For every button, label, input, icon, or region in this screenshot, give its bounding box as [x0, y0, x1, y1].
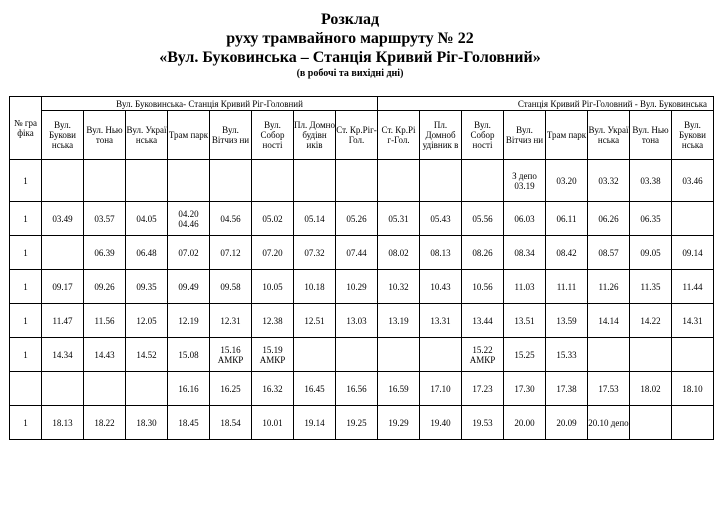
- time-cell: 14.22: [630, 304, 672, 338]
- time-cell: [420, 338, 462, 372]
- time-cell: 17.30: [504, 372, 546, 406]
- table-row: [10, 236, 714, 270]
- time-cell: 05.31: [378, 202, 420, 236]
- time-cell: 09.17: [42, 270, 84, 304]
- time-cell: 18.02: [630, 372, 672, 406]
- time-cell: 17.23: [462, 372, 504, 406]
- time-cell: 17.10: [420, 372, 462, 406]
- time-cell: 20.10 депо: [588, 406, 630, 440]
- time-cell: 13.44: [462, 304, 504, 338]
- time-cell: 03.32: [588, 160, 630, 202]
- time-cell: 03.38: [630, 160, 672, 202]
- time-cell: 03.57: [84, 202, 126, 236]
- direction-forward: Вул. Буковинська- Станція Кривий Ріг-Головний: [42, 97, 378, 111]
- time-cell: 06.03: [504, 202, 546, 236]
- table-row: [10, 304, 714, 338]
- time-cell: 18.22: [84, 406, 126, 440]
- time-cell: 15.22 АМКР: [462, 338, 504, 372]
- stop-header: Вул. Украї нська: [126, 111, 168, 160]
- time-cell: 06.39: [84, 236, 126, 270]
- time-cell: 07.44: [336, 236, 378, 270]
- time-cell: 11.47: [42, 304, 84, 338]
- time-cell: [672, 202, 714, 236]
- time-cell: [630, 406, 672, 440]
- time-cell: 18.13: [42, 406, 84, 440]
- time-cell: 03.49: [42, 202, 84, 236]
- time-cell: 08.57: [588, 236, 630, 270]
- time-cell: 18.45: [168, 406, 210, 440]
- time-cell: 05.14: [294, 202, 336, 236]
- time-cell: 18.10: [672, 372, 714, 406]
- time-cell: 16.56: [336, 372, 378, 406]
- time-cell: [42, 372, 84, 406]
- time-cell: [42, 160, 84, 202]
- time-cell: 13.03: [336, 304, 378, 338]
- time-cell: 10.05: [252, 270, 294, 304]
- time-cell: 10.32: [378, 270, 420, 304]
- stops-header-row: [10, 111, 714, 160]
- stop-header: Вул. Вітчиз ни: [210, 111, 252, 160]
- time-cell: 04.05: [126, 202, 168, 236]
- title-route-name: «Вул. Буковинська – Станція Кривий Ріг-Головний»: [159, 49, 541, 66]
- time-cell: [588, 338, 630, 372]
- stop-header: Вул. Нью тона: [84, 111, 126, 160]
- stop-header: Ст. Кр.Рі г-Гол.: [378, 111, 420, 160]
- time-cell: 16.59: [378, 372, 420, 406]
- stop-header: Вул. Букови нська: [672, 111, 714, 160]
- table-row: [10, 338, 714, 372]
- stop-header: Вул. Вітчиз ни: [504, 111, 546, 160]
- time-cell: 18.30: [126, 406, 168, 440]
- time-cell: 14.43: [84, 338, 126, 372]
- time-cell: 09.49: [168, 270, 210, 304]
- grafik-number: [10, 372, 42, 406]
- time-cell: 19.25: [336, 406, 378, 440]
- stop-header: Вул. Нью тона: [630, 111, 672, 160]
- stop-header: Пл. Домно будівн иків: [294, 111, 336, 160]
- time-cell: [294, 160, 336, 202]
- time-cell: 09.05: [630, 236, 672, 270]
- time-cell: 15.25: [504, 338, 546, 372]
- time-cell: 08.13: [420, 236, 462, 270]
- time-cell: 12.38: [252, 304, 294, 338]
- title-schedule: Розклад: [320, 11, 380, 28]
- time-cell: 06.48: [126, 236, 168, 270]
- time-cell: 16.16: [168, 372, 210, 406]
- time-cell: 14.34: [42, 338, 84, 372]
- time-cell: [378, 338, 420, 372]
- time-cell: 07.32: [294, 236, 336, 270]
- time-cell: 19.14: [294, 406, 336, 440]
- time-cell: [42, 236, 84, 270]
- time-cell: 20.09: [546, 406, 588, 440]
- time-cell: 13.19: [378, 304, 420, 338]
- time-cell: 10.29: [336, 270, 378, 304]
- time-cell: 15.08: [168, 338, 210, 372]
- time-cell: 19.40: [420, 406, 462, 440]
- time-cell: 13.51: [504, 304, 546, 338]
- time-cell: 08.34: [504, 236, 546, 270]
- time-cell: [84, 160, 126, 202]
- time-cell: 10.43: [420, 270, 462, 304]
- stop-header: Пл. Домноб удівник в: [420, 111, 462, 160]
- table-row: [10, 202, 714, 236]
- time-cell: 13.31: [420, 304, 462, 338]
- time-cell: 12.19: [168, 304, 210, 338]
- time-cell: 06.11: [546, 202, 588, 236]
- time-cell: 10.01: [252, 406, 294, 440]
- time-cell: [126, 160, 168, 202]
- grafik-number: 1: [10, 270, 42, 304]
- time-cell: 12.31: [210, 304, 252, 338]
- time-cell: 19.29: [378, 406, 420, 440]
- time-cell: [336, 160, 378, 202]
- time-cell: [126, 372, 168, 406]
- time-cell: 05.02: [252, 202, 294, 236]
- direction-return: Станція Кривий Ріг-Головний - Вул. Буковинська: [378, 97, 714, 111]
- time-cell: [462, 160, 504, 202]
- time-cell: [378, 160, 420, 202]
- time-cell: 17.53: [588, 372, 630, 406]
- grafik-number: 1: [10, 160, 42, 202]
- time-cell: З депо 03.19: [504, 160, 546, 202]
- time-cell: 07.20: [252, 236, 294, 270]
- time-cell: 19.53: [462, 406, 504, 440]
- time-cell: 04.20 04.46: [168, 202, 210, 236]
- time-cell: 16.32: [252, 372, 294, 406]
- time-cell: 08.26: [462, 236, 504, 270]
- time-cell: 08.42: [546, 236, 588, 270]
- time-cell: 13.59: [546, 304, 588, 338]
- table-row: [10, 270, 714, 304]
- time-cell: [672, 338, 714, 372]
- stop-header: Ст. Кр.Ріг-Гол.: [336, 111, 378, 160]
- time-cell: 08.02: [378, 236, 420, 270]
- time-cell: 07.02: [168, 236, 210, 270]
- grafik-number: 1: [10, 304, 42, 338]
- table-row: [10, 160, 714, 202]
- title-route-number: руху трамвайного маршруту № 22: [226, 30, 474, 47]
- time-cell: [168, 160, 210, 202]
- time-cell: [420, 160, 462, 202]
- time-cell: 03.20: [546, 160, 588, 202]
- time-cell: [630, 338, 672, 372]
- grafik-number: 1: [10, 202, 42, 236]
- stop-header: Вул. Собор ності: [462, 111, 504, 160]
- stop-header: Вул. Собор ності: [252, 111, 294, 160]
- time-cell: 16.45: [294, 372, 336, 406]
- time-cell: [672, 406, 714, 440]
- time-cell: 10.18: [294, 270, 336, 304]
- time-cell: [210, 160, 252, 202]
- document-header: [0, 10, 700, 80]
- time-cell: 05.43: [420, 202, 462, 236]
- time-cell: 15.19 АМКР: [252, 338, 294, 372]
- time-cell: 15.16 АМКР: [210, 338, 252, 372]
- time-cell: 07.12: [210, 236, 252, 270]
- stop-header: Вул. Украї нська: [588, 111, 630, 160]
- time-cell: 09.35: [126, 270, 168, 304]
- time-cell: [336, 338, 378, 372]
- time-cell: [84, 372, 126, 406]
- time-cell: 09.14: [672, 236, 714, 270]
- table-row: [10, 406, 714, 440]
- time-cell: 09.26: [84, 270, 126, 304]
- grafik-number: 1: [10, 338, 42, 372]
- stop-header: Вул. Букови нська: [42, 111, 84, 160]
- time-cell: 18.54: [210, 406, 252, 440]
- time-cell: 09.58: [210, 270, 252, 304]
- time-cell: 11.56: [84, 304, 126, 338]
- table-row: [10, 372, 714, 406]
- time-cell: 10.56: [462, 270, 504, 304]
- time-cell: 14.31: [672, 304, 714, 338]
- grafik-number: 1: [10, 406, 42, 440]
- time-cell: [294, 338, 336, 372]
- stop-header: Трам парк: [546, 111, 588, 160]
- time-cell: 16.25: [210, 372, 252, 406]
- time-cell: 12.51: [294, 304, 336, 338]
- time-cell: 06.35: [630, 202, 672, 236]
- time-cell: [252, 160, 294, 202]
- time-cell: 11.44: [672, 270, 714, 304]
- stop-header: Трам парк: [168, 111, 210, 160]
- time-cell: 15.33: [546, 338, 588, 372]
- time-cell: 03.46: [672, 160, 714, 202]
- time-cell: 11.11: [546, 270, 588, 304]
- time-cell: 05.56: [462, 202, 504, 236]
- grafik-number: 1: [10, 236, 42, 270]
- time-cell: 20.00: [504, 406, 546, 440]
- time-cell: 11.26: [588, 270, 630, 304]
- time-cell: 17.38: [546, 372, 588, 406]
- time-cell: 05.26: [336, 202, 378, 236]
- title-days-note: (в робочі та вихідні дні): [296, 68, 404, 79]
- time-cell: 12.05: [126, 304, 168, 338]
- direction-row: [10, 97, 714, 111]
- grafik-header: № гра фіка: [10, 97, 42, 160]
- time-cell: 04.56: [210, 202, 252, 236]
- schedule-table: [9, 96, 714, 440]
- time-cell: 14.52: [126, 338, 168, 372]
- time-cell: 11.35: [630, 270, 672, 304]
- time-cell: 06.26: [588, 202, 630, 236]
- time-cell: 11.03: [504, 270, 546, 304]
- time-cell: 14.14: [588, 304, 630, 338]
